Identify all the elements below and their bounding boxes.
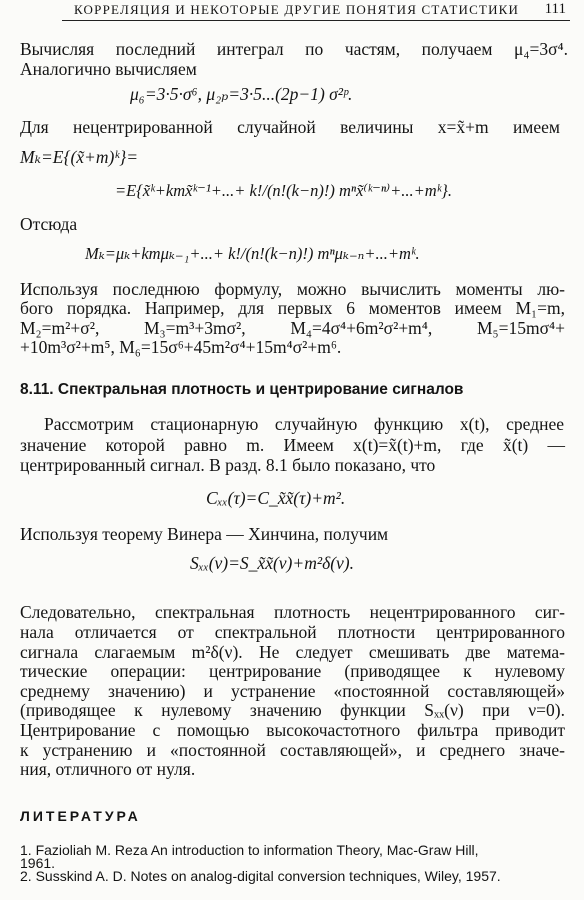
- running-header: [62, 0, 570, 21]
- formula-line: Sₓₓ(ν)=S_x̃x̃(ν)+m²δ(ν).: [190, 553, 355, 573]
- text-line: M₂=m²+σ², M₃=m³+3mσ², M₄=4σ⁴+6m²σ²+m⁴, M₅=15mσ⁴+: [20, 318, 565, 338]
- formula-line: Cₓₓ(τ)=C_x̃x̃(τ)+m².: [206, 488, 346, 508]
- text-line: Рассмотрим стационарную случайную функцию x(t), среднее: [44, 414, 564, 434]
- formula-line: =E{x̃ᵏ+kmx̃ᵏ⁻¹+...+ k!/(n!(k−n)!) mⁿx̃⁽ᵏ⁻ⁿ⁾+...+mᵏ}.: [115, 181, 453, 200]
- text-line: Используя теорему Винера — Хинчина, получим: [20, 524, 389, 544]
- text-line: к устранению и «постоянной составляющей», и среднего значе-: [20, 740, 565, 760]
- literature-heading: ЛИТЕРАТУРА: [20, 808, 141, 824]
- text-line: сигнала слагаемым m²δ(ν). Не следует смешивать две матема-: [20, 642, 565, 662]
- page-number: 111: [544, 1, 566, 17]
- text-line: Для нецентрированной случайной величины x=x̃+m имеем: [20, 117, 560, 137]
- text-line: Используя последнюю формулу, можно вычислить моменты лю-: [20, 279, 565, 299]
- section-heading: 8.11. Спектральная плотность и центрирование сигналов: [20, 381, 464, 398]
- text-line: Аналогично вычисляем: [20, 59, 197, 79]
- text-line: (приводящее к нулевому значению функции Sₓₓ(ν) при ν=0).: [20, 700, 565, 720]
- text-line: Центрирование с помощью высокочастотного фильтра приводит: [20, 720, 565, 740]
- text-line: Вычисляя последний интеграл по частям, получаем μ₄=3σ⁴.: [20, 39, 568, 59]
- text-line: нала отличается от спектральной плотности центрированного: [20, 622, 565, 642]
- reference-item: 1. Fazioliah M. Reza An introduction to information Theory, Mac-Graw Hill,: [20, 842, 479, 858]
- text-line: ния, отличного от нуля.: [20, 759, 196, 779]
- text-line: центрированный сигнал. В разд. 8.1 было показано, что: [20, 455, 436, 475]
- reference-item: 1961.: [20, 855, 56, 871]
- text-line: среднему значению) и устранение «постоянной составляющей»: [20, 681, 565, 701]
- text-line: бого порядка. Например, для первых 6 моментов имеем M₁=m,: [20, 298, 565, 318]
- reference-item: 2. Susskind A. D. Notes on analog-digital conversion techniques, Wiley, 1957.: [20, 868, 501, 884]
- text-line: +10m³σ²+m⁵, M₆=15σ⁶+45m²σ⁴+15m⁴σ²+m⁶.: [20, 337, 342, 357]
- text-line: Отсюда: [20, 214, 78, 234]
- formula-line: Mₖ=E{(x̃+m)ᵏ}=: [20, 147, 139, 167]
- text-line: Следовательно, спектральная плотность нецентрированного сиг-: [20, 602, 565, 622]
- text-line: значение которой равно m. Имеем x(t)=x̃(t)+m, где x̃(t) —: [20, 435, 565, 455]
- running-title: КОРРЕЛЯЦИЯ И НЕКОТОРЫЕ ДРУГИЕ ПОНЯТИЯ СТАТИСТИКИ: [74, 2, 520, 17]
- text-line: тические операции: центрирование (приводящее к нулевому: [20, 661, 565, 681]
- formula-line: μ₆=3·5·σ⁶, μ₂ₚ=3·5...(2p−1) σ²ᵖ.: [130, 84, 353, 104]
- formula-line: Mₖ=μₖ+kmμₖ₋₁+...+ k!/(n!(k−n)!) mⁿμₖ₋ₙ+...+mᵏ.: [85, 244, 420, 263]
